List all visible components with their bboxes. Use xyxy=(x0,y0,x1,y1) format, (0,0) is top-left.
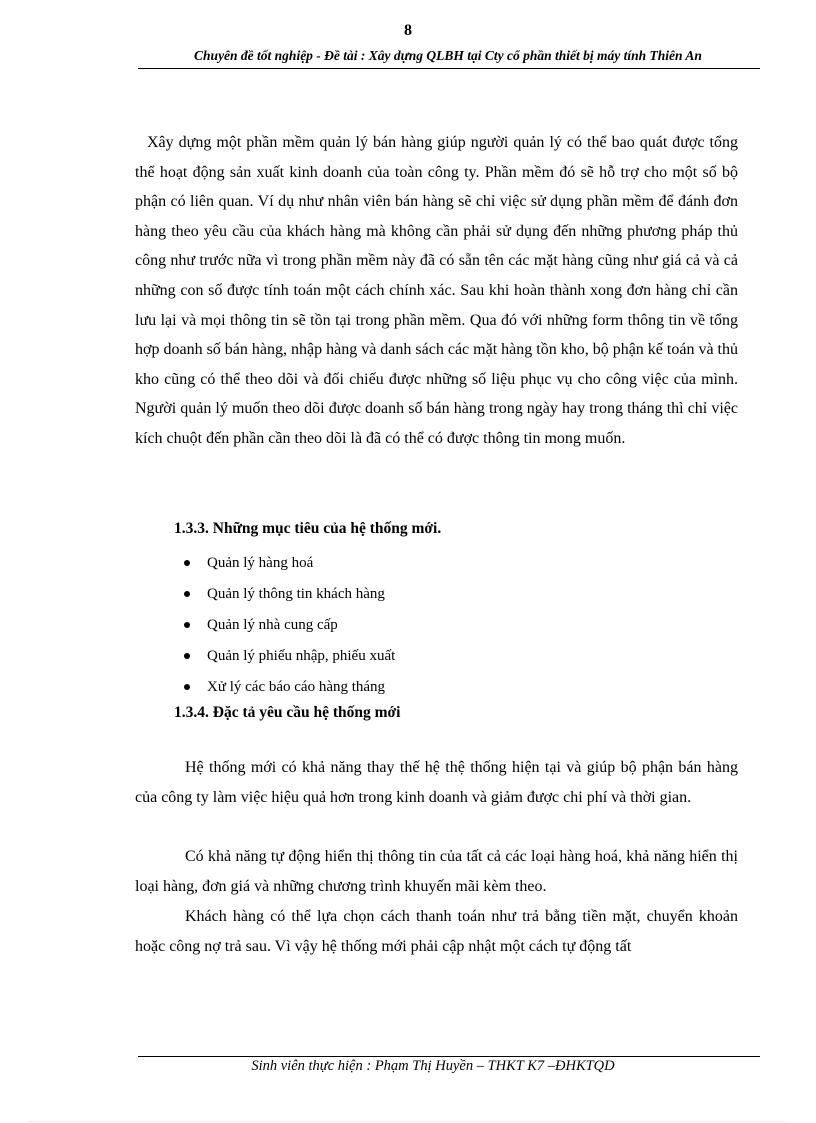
requirements-paragraph-3: Khách hàng có thể lựa chọn cách thanh toán như trả bằng tiền mặt, chuyển khoản hoặc công nợ trả sau. Vì vậy hệ thống mới phải cập nhật một cách tự động tất xyxy=(135,908,738,955)
objectives-list xyxy=(184,548,395,703)
header-divider xyxy=(138,68,760,69)
intro-paragraph: Xây dựng một phần mềm quản lý bán hàng giúp người quản lý có thể bao quát được tổng thể hoạt động sản xuất kinh doanh của toàn công ty. Phần mềm đó sẽ hỗ trợ cho một số bộ phận có liên quan. Ví dụ như nhân viên bán hàng sẽ chỉ việc sử dụng phần mềm để đánh đơn hàng theo yêu cầu của khách hàng mà không cần phải sử dụng đến những phương pháp thủ công như trước nữa vì trong phần mềm này đã có sẵn tên các mặt hàng cũng như giá cả và cả những con số được tính toán một cách chính xác. Sau khi hoàn thành xong đơn hàng chỉ cần lưu lại và mọi thông tin sẽ tồn tại trong phần mềm. Qua đó với những form thông tin về tổng hợp doanh số bán hàng, nhập hàng và danh sách các mặt hàng tồn kho, bộ phận kế toán và thủ kho cũng có thể theo dõi và đối chiếu được những số liệu phục vụ cho công việc của mình. Người quản lý muốn theo dõi được doanh số bán hàng trong ngày hay trong tháng thì chỉ việc kích chuột đến phần cần theo dõi là đã có thể có được thông tin mong muốn. xyxy=(135,134,738,447)
requirements-paragraph-1: Hệ thống mới có khả năng thay thế hệ thệ thống hiện tại và giúp bộ phận bán hàng của công ty làm việc hiệu quả hơn trong kinh doanh và giảm được chi phí và thời gian. xyxy=(135,759,738,806)
list-item-text: Quản lý hàng hoá xyxy=(207,555,314,571)
bullet-icon xyxy=(184,653,190,659)
page-number: 8 xyxy=(404,22,412,39)
list-item-text: Xử lý các báo cáo hàng tháng xyxy=(207,679,386,695)
bullet-icon xyxy=(184,591,190,597)
list-item-text: Quản lý nhà cung cấp xyxy=(207,617,338,633)
bullet-icon xyxy=(184,560,190,566)
footer-divider xyxy=(138,1056,760,1057)
bullet-icon xyxy=(184,684,190,690)
list-item-text: Quản lý thông tin khách hàng xyxy=(207,586,385,602)
list-item-text: Quản lý phiếu nhập, phiếu xuất xyxy=(207,648,396,664)
list-item xyxy=(184,641,395,672)
list-item xyxy=(184,579,395,610)
requirements-paragraph-2: Có khả năng tự động hiển thị thông tin của tất cả các loại hàng hoá, khả năng hiển thị loại hàng, đơn giá và những chương trình khuyến mãi kèm theo. xyxy=(135,848,738,895)
section-heading-1-3-3: 1.3.3. Những mục tiêu của hệ thống mới. xyxy=(174,520,442,537)
list-item xyxy=(184,610,395,641)
footer-author: Sinh viên thực hiện : Phạm Thị Huyền – THKT K7 –ĐHKTQD xyxy=(251,1058,615,1074)
bullet-icon xyxy=(184,622,190,628)
header-title: Chuyên đề tốt nghiệp - Đề tài : Xây dựng QLBH tại Cty cổ phần thiết bị máy tính Thiên An xyxy=(194,48,702,63)
page-bottom-edge xyxy=(28,1121,788,1122)
list-item xyxy=(184,548,395,579)
list-item xyxy=(184,672,395,703)
section-heading-1-3-4: 1.3.4. Đặc tả yêu cầu hệ thống mới xyxy=(174,704,401,721)
